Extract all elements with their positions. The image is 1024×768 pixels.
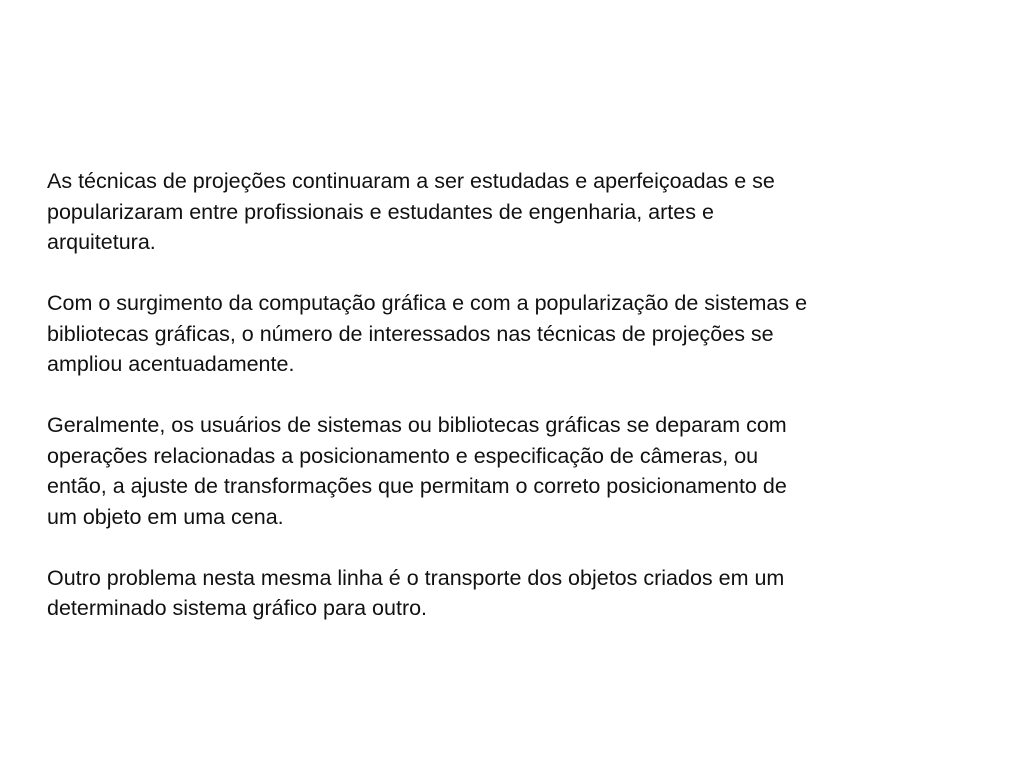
paragraph-3: Geralmente, os usuários de sistemas ou bibliotecas gráficas se deparam com operações relacionadas a posicionamento e especificação de câmeras, ou então, a ajuste de transformações que permitam o correto posicionamento de um objeto em uma cena. (47, 413, 787, 529)
paragraph-1: As técnicas de projeções continuaram a ser estudadas e aperfeiçoadas e se popularizaram entre profissionais e estudantes de engenharia, artes e arquitetura. (47, 169, 775, 254)
paragraph-4: Outro problema nesta mesma linha é o transporte dos objetos criados em um determinado sistema gráfico para outro. (47, 565, 785, 620)
slide-body (47, 166, 967, 624)
paragraph-2: Com o surgimento da computação gráfica e com a popularização de sistemas e bibliotecas gráficas, o número de interessados nas técnicas de projeções se ampliou acentuadamente. (47, 291, 808, 376)
